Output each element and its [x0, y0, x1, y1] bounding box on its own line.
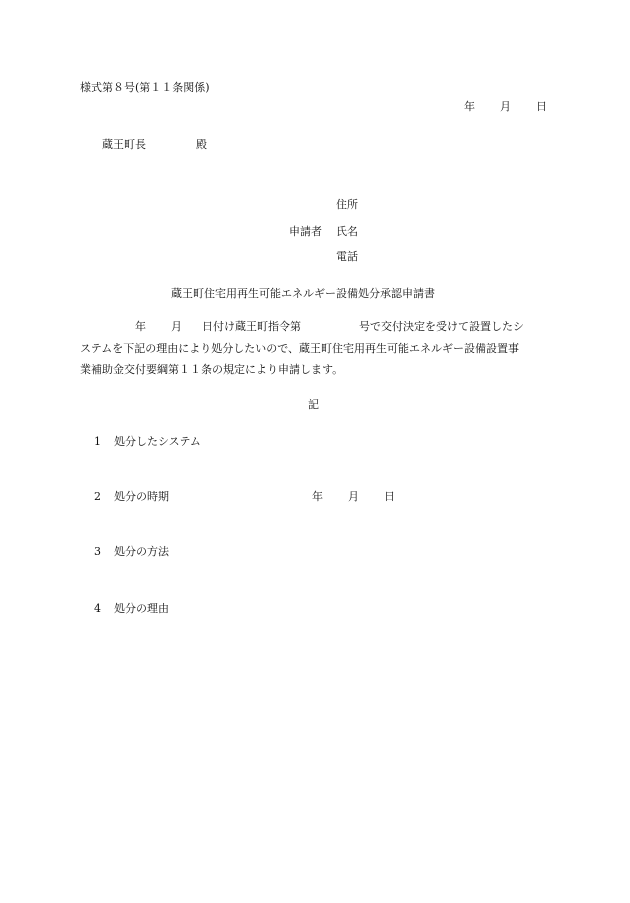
date-year-label: 年: [464, 100, 475, 113]
item-label: 処分の理由: [114, 602, 169, 615]
applicant-label: 申請者: [289, 225, 322, 238]
addressee-honorific: 殿: [196, 138, 207, 151]
item-label: 処分したシステム: [114, 435, 201, 448]
body-year: 年: [135, 320, 146, 333]
application-body: [80, 316, 550, 381]
item-label: 処分の方法: [114, 545, 169, 558]
ki-heading: 記: [308, 398, 319, 411]
item-year-label: 年: [312, 490, 323, 503]
name-label: 氏名: [336, 225, 358, 238]
item-label: 処分の時期: [114, 490, 169, 503]
body-line-2: ステムを下記の理由により処分したいので、蔵王町住宅用再生可能エネルギー設備設置事: [80, 341, 520, 355]
body-day-text: 日付け蔵王町指令第: [202, 320, 301, 333]
body-line-3: 業補助金交付要綱第１１条の規定により申請します。: [80, 363, 344, 376]
body-month: 月: [171, 320, 182, 333]
item-number: 3: [94, 545, 101, 558]
form-number: 様式第８号(第１１条関係): [80, 81, 210, 94]
date-day-label: 日: [536, 100, 547, 113]
document-title: 蔵王町住宅用再生可能エネルギー設備処分承認申請書: [171, 287, 435, 300]
body-number-text: 号で交付決定を受けて設置したシ: [359, 320, 524, 333]
item-number: 2: [94, 490, 101, 503]
item-month-label: 月: [348, 490, 359, 503]
addressee-name: 蔵王町長: [102, 138, 146, 151]
item-number: 4: [94, 602, 101, 615]
address-label: 住所: [336, 198, 358, 211]
phone-label: 電話: [336, 250, 358, 263]
date-month-label: 月: [500, 100, 511, 113]
item-day-label: 日: [384, 490, 395, 503]
body-line-1: [80, 316, 550, 338]
item-number: 1: [94, 435, 101, 448]
